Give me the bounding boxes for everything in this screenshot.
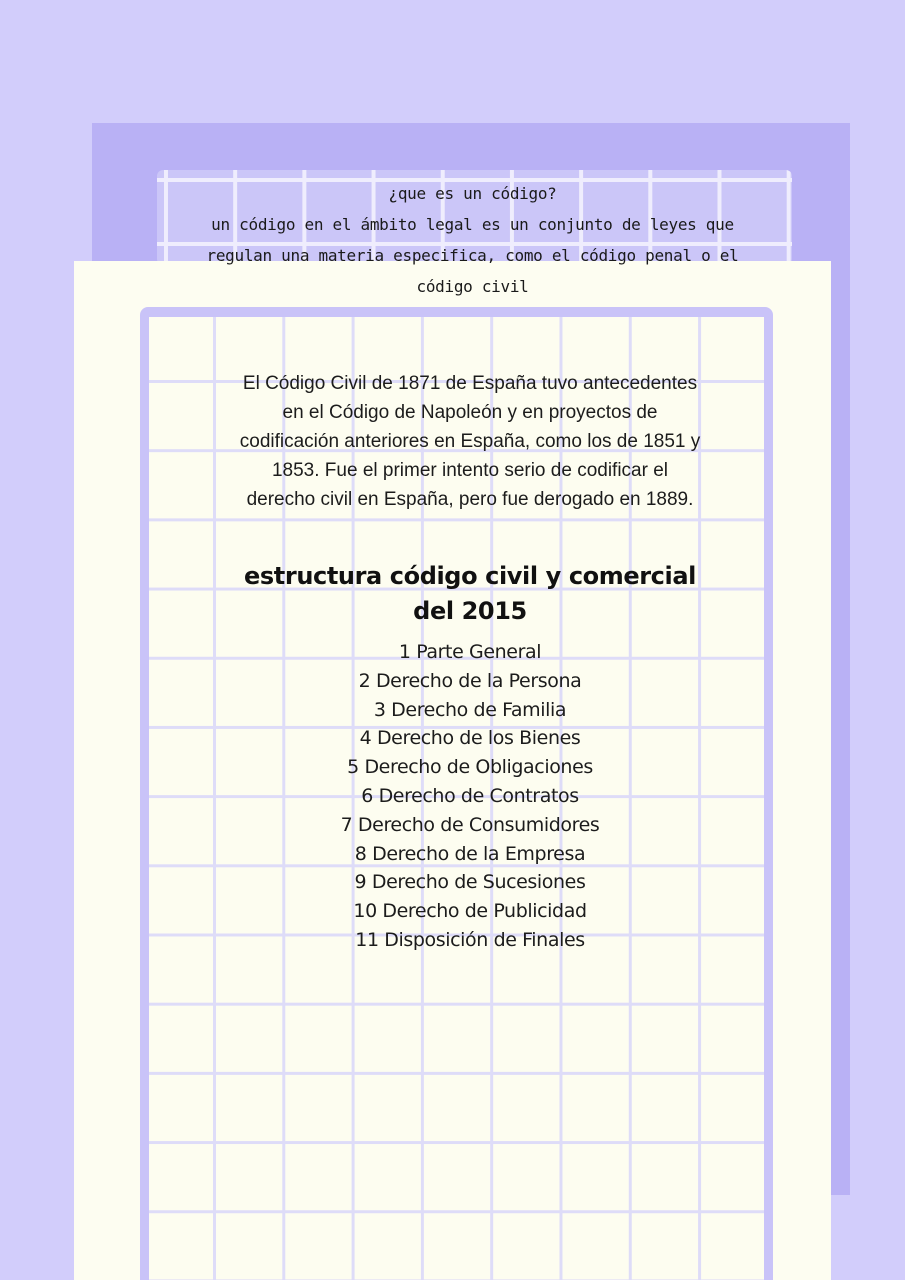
structure-heading <box>205 559 735 629</box>
intro-line: en el Código de Napoleón y en proyectos de <box>282 402 658 423</box>
structure-list <box>205 638 735 955</box>
list-item: 2 Derecho de la Persona <box>358 669 582 692</box>
list-item: 5 Derecho de Obligaciones <box>347 756 593 779</box>
intro-line: derecho civil en España, pero fue derogado en 1889. <box>246 489 694 510</box>
structure-heading-line: estructura código civil y comercial <box>244 562 696 590</box>
list-item: 3 Derecho de Familia <box>373 698 567 721</box>
list-item: 9 Derecho de Sucesiones <box>354 871 586 894</box>
intro-line: codificación anteriores en España, como los de 1851 y <box>239 431 701 452</box>
list-item: 6 Derecho de Contratos <box>361 784 579 807</box>
question-block <box>190 178 755 302</box>
list-item: 8 Derecho de la Empresa <box>354 842 586 865</box>
list-item: 4 Derecho de los Bienes <box>359 727 581 750</box>
structure-heading-line: del 2015 <box>413 597 527 625</box>
intro-paragraph <box>205 369 735 514</box>
question-title: ¿que es un código? <box>388 184 557 203</box>
question-answer-line: un código en el ámbito legal es un conjunto de leyes que <box>211 215 734 234</box>
intro-line: 1853. Fue el primer intento serio de codificar el <box>271 460 669 481</box>
question-answer-line: código civil <box>416 277 529 296</box>
list-item: 1 Parte General <box>398 641 542 663</box>
list-item: 7 Derecho de Consumidores <box>340 813 600 836</box>
list-item: 10 Derecho de Publicidad <box>353 900 587 923</box>
question-answer-line: regulan una materia especifica, como el código penal o el <box>206 246 739 265</box>
list-item: 11 Disposición de Finales <box>355 928 585 951</box>
intro-line: El Código Civil de 1871 de España tuvo antecedentes <box>242 373 698 394</box>
